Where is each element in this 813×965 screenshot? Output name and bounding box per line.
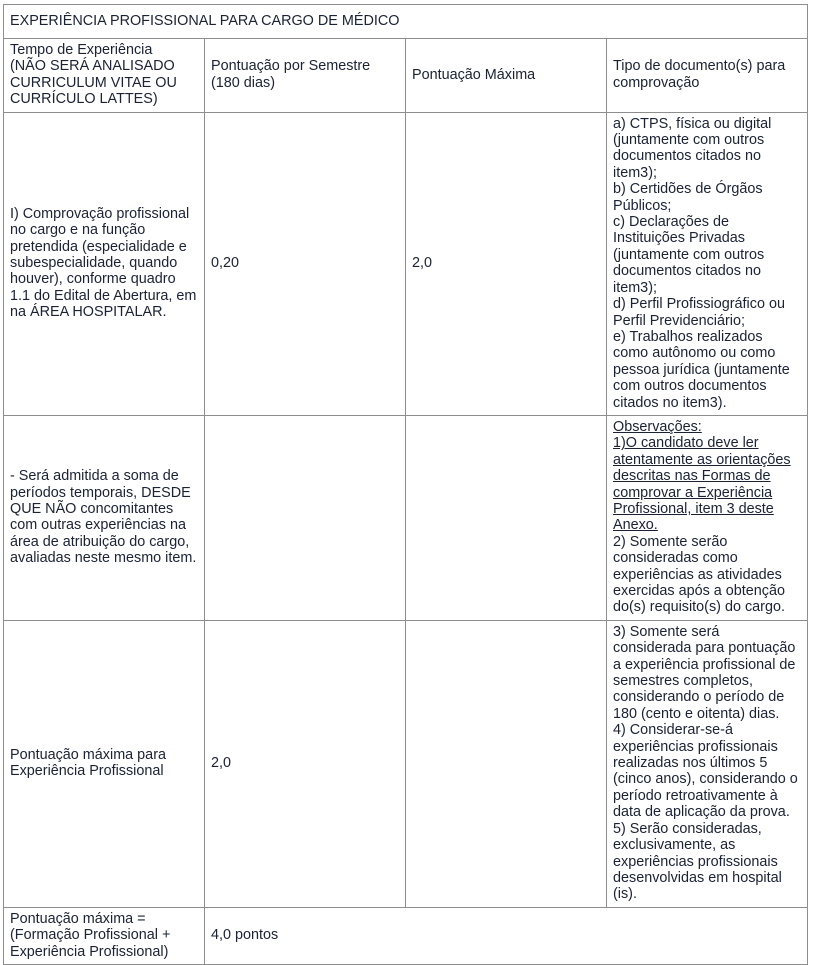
column-header-document-type: Tipo de documento(s) para comprovação [607,39,808,113]
row3-criterion: Pontuação máxima para Experiência Profissional [4,620,205,907]
table-header-row [4,39,808,113]
table-row [4,620,808,907]
row3-note-5: 5) Serão consideradas, exclusivamente, as experiências profissionais desenvolvidas em hospital (is). [613,820,782,903]
row1-criterion: I) Comprovação profissional no cargo e na função pretendida (especialidade e subespecialidade, quando houver), conforme quadro 1.1 do Edital de Abertura, em na ÁREA HOSPITALAR. [4,112,205,415]
row1-document-c: c) Declarações de Instituições Privadas (juntamente com outros documentos citados no item3); [613,214,765,296]
column-header-experience-time [4,39,205,113]
row1-document-d: d) Perfil Profissiográfico ou Perfil Previdenciário; [613,296,785,329]
row3-score-per-semester: 2,0 [205,620,406,907]
row3-notes [607,620,808,907]
row2-notes-heading: Observações: [613,418,702,435]
table-title-row [4,5,808,39]
column-header-experience-time-line2: (NÃO SERÁ ANALISADO CURRICULUM VITAE OU CURRÍCULO LATTES) [10,58,177,108]
table-row [4,112,808,415]
row1-document-b: b) Certidões de Órgãos Públicos; [613,181,763,214]
row2-note-1: 1)O candidato deve ler atentamente as orientações descritas nas Formas de comprovar a Experiência Profissional, item 3 deste Anexo. [613,435,791,534]
column-header-score-per-semester: Pontuação por Semestre (180 dias) [205,39,406,113]
table-title: EXPERIÊNCIA PROFISSIONAL PARA CARGO DE MÉDICO [4,5,808,39]
row2-score-per-semester [205,415,406,620]
experience-scoring-table [3,4,808,965]
row3-note-4: 4) Considerar-se-á experiências profissionais realizadas nos últimos 5 (cinco anos), considerando o período retroativamente à data de aplicação da prova. [613,722,798,821]
table-row [4,415,808,620]
table-total-row [4,907,808,964]
column-header-experience-time-line1: Tempo de Experiência [10,42,153,58]
row3-note-3: 3) Somente será considerada para pontuação a experiência profissional de semestres completos, considerando o período de 180 (cento e oitenta) dias. [613,623,796,722]
row3-max-score [406,620,607,907]
row1-max-score: 2,0 [406,112,607,415]
total-label: Pontuação máxima = (Formação Profissional + Experiência Profissional) [4,907,205,964]
row1-document-e: e) Trabalhos realizados como autônomo ou como pessoa jurídica (juntamente com outros documentos citados no item3). [613,328,790,411]
total-value: 4,0 pontos [205,907,808,964]
document-page [0,4,813,960]
row1-document-a: a) CTPS, física ou digital (juntamente com outros documentos citados no item3); [613,115,772,181]
row1-documents [607,112,808,415]
row2-criterion: - Será admitida a soma de períodos temporais, DESDE QUE NÃO concomitantes com outras experiências na área de atribuição do cargo, avaliadas neste mesmo item. [4,415,205,620]
column-header-max-score: Pontuação Máxima [406,39,607,113]
row1-score-per-semester: 0,20 [205,112,406,415]
row2-max-score [406,415,607,620]
row2-notes [607,415,808,620]
row2-note-2: 2) Somente serão consideradas como experiências as atividades exercidas após a obtenção do(s) requisito(s) do cargo. [613,533,786,616]
